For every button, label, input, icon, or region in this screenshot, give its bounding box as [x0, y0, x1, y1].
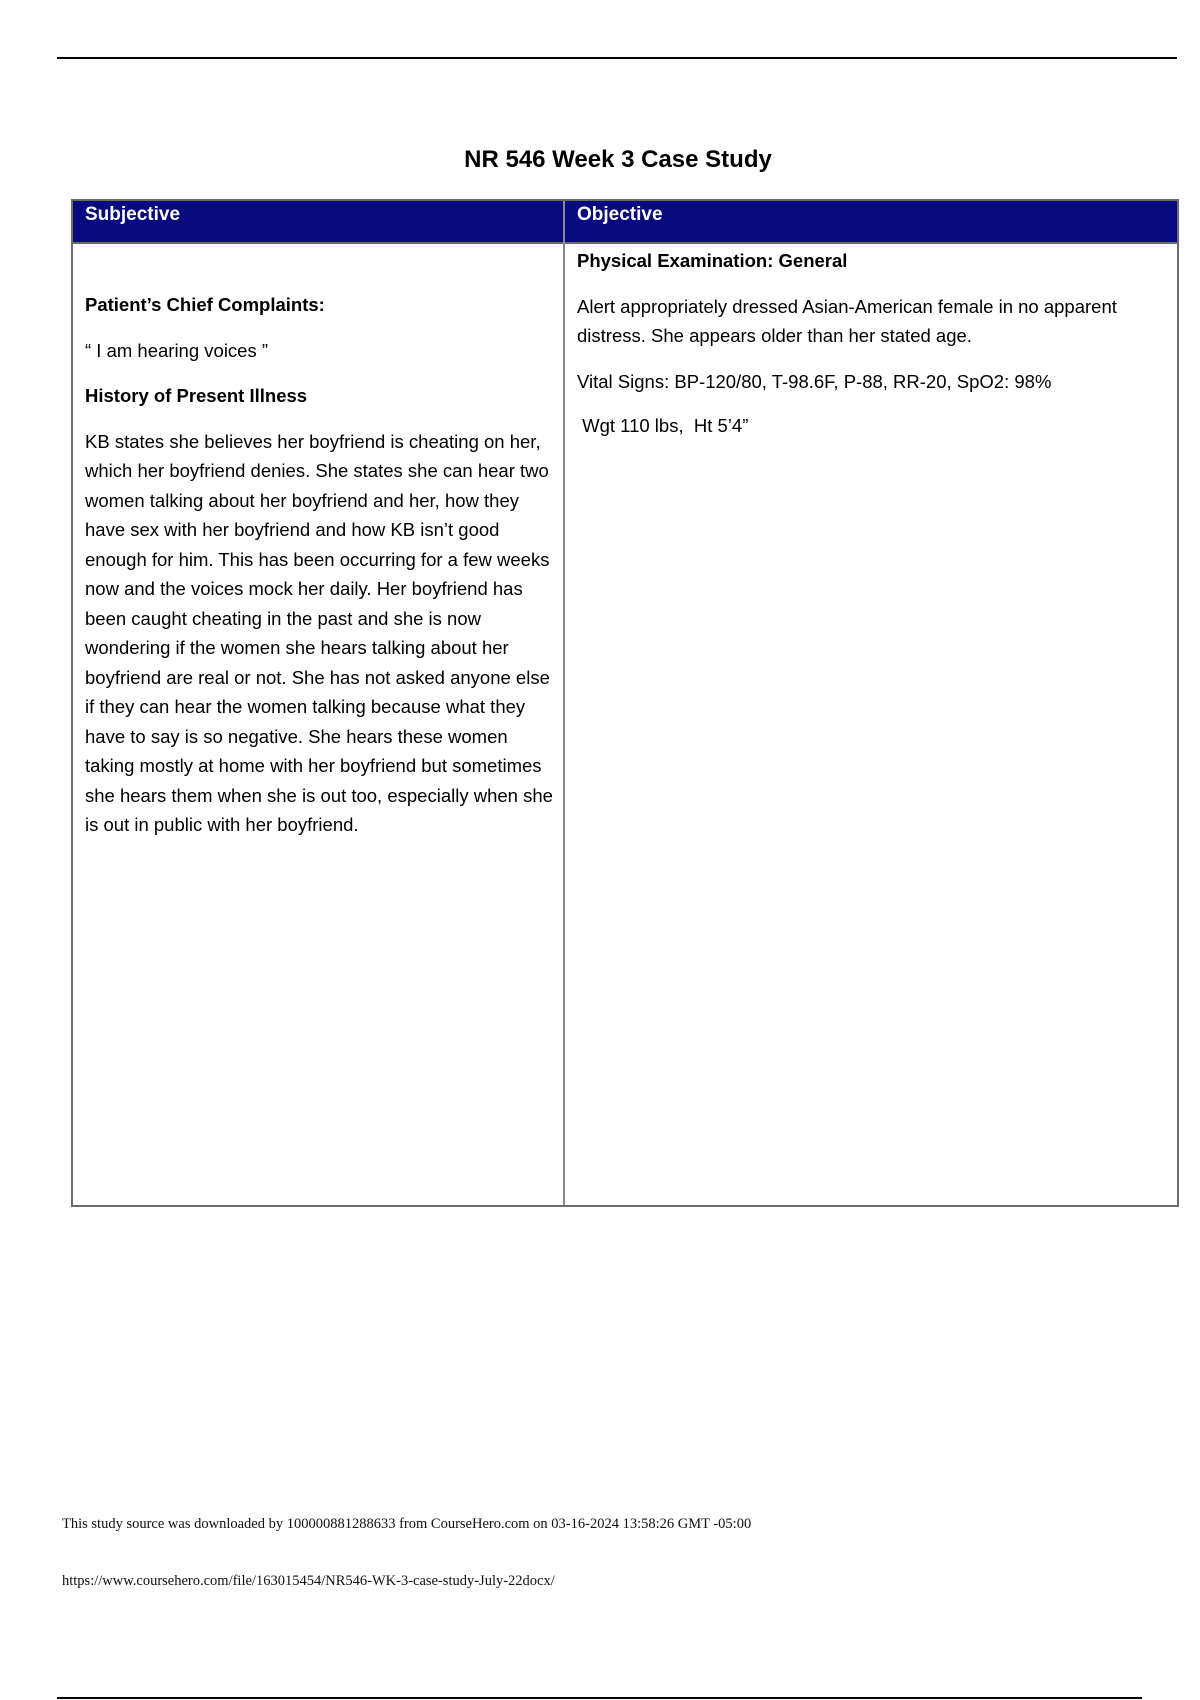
- chief-complaints-label: Patient’s Chief Complaints:: [85, 294, 325, 315]
- document-title: NR 546 Week 3 Case Study: [464, 146, 772, 173]
- hpi-text: KB states she believes her boyfriend is cheating on her, which her boyfriend denies. She states she can hear two women talking about her boyfriend and her, how they have sex with her boyfriend and how KB isn’t good enough for him. This has been occurring for a few weeks now and the voices mock her daily. Her boyfriend has been caught cheating in the past and she is now wondering if the women she hears talking about her boyfriend are real or not. She has not asked anyone else if they can hear the women talking because what they have to say is so negative. She hears these women taking mostly at home with her boyfriend but sometimes she hears them when she is out too, especially when she is out in public with her boyfriend.: [85, 430, 553, 835]
- physical-exam-label: Physical Examination: General: [577, 250, 848, 271]
- objective-cell: [565, 244, 1177, 441]
- source-url: https://www.coursehero.com/file/163015454/NR546-WK-3-case-study-July-22docx/: [62, 1573, 555, 1589]
- case-study-table: [71, 199, 1179, 1207]
- chief-complaint-quote: “ I am hearing voices ”: [85, 339, 269, 361]
- top-rule: [57, 57, 1177, 59]
- subjective-cell: [73, 244, 563, 840]
- physical-exam-text: Alert appropriately dressed Asian-American female in no apparent distress. She appears older than her stated age.: [577, 295, 1117, 346]
- objective-column: [565, 201, 1177, 1205]
- objective-header: Objective: [565, 201, 1177, 244]
- subjective-header: Subjective: [73, 201, 563, 244]
- hpi-label: History of Present Illness: [85, 385, 308, 406]
- vital-signs: Vital Signs: BP-120/80, T-98.6F, P-88, RR-20, SpO2: 98%: [577, 370, 1052, 392]
- download-source-note: This study source was downloaded by 100000881288633 from CourseHero.com on 03-16-2024 13:58:26 GMT -05:00: [62, 1516, 752, 1532]
- subjective-column: [73, 201, 565, 1205]
- bottom-rule: [57, 1697, 1142, 1699]
- weight-height: Wgt 110 lbs, Ht 5’4”: [577, 415, 749, 436]
